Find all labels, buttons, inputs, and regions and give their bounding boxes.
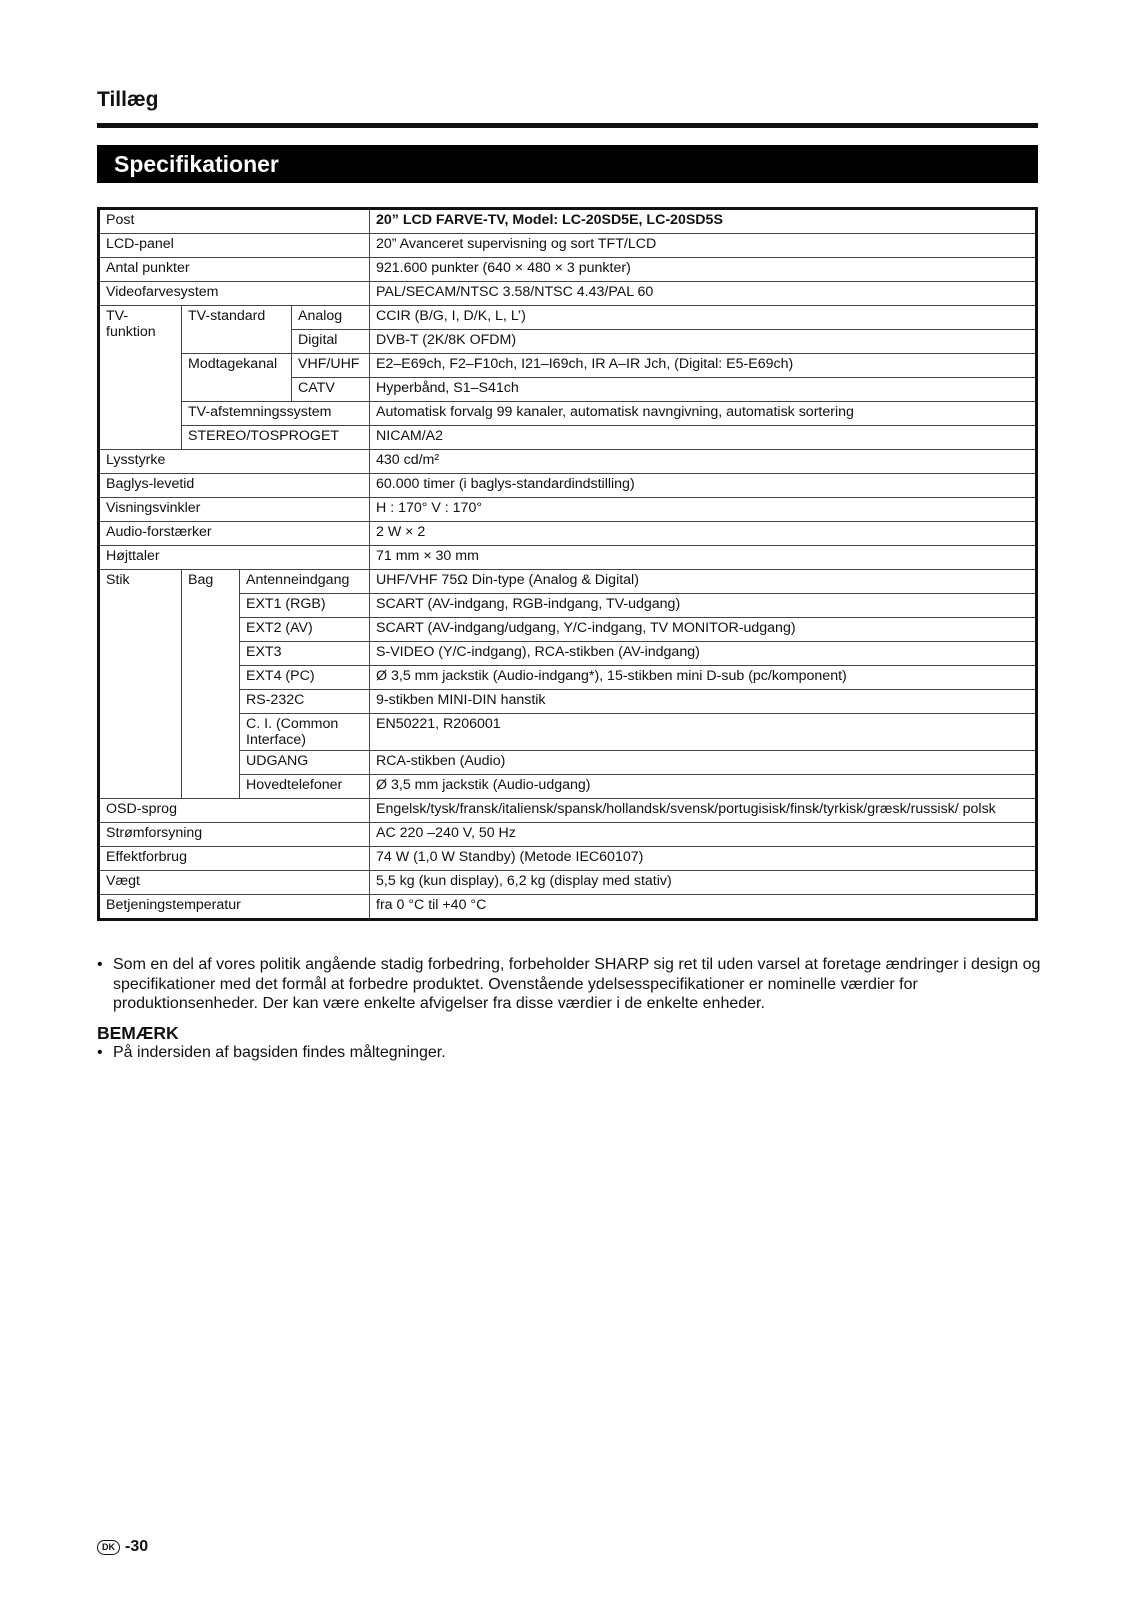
table-row: [99, 751, 1037, 775]
page-footer: [97, 1538, 148, 1556]
row-value: H : 170° V : 170°: [370, 498, 1037, 522]
row-value: 74 W (1,0 W Standby) (Metode IEC60107): [370, 847, 1037, 871]
table-row: [99, 234, 1037, 258]
catv-value: Hyperbånd, S1–S41ch: [370, 378, 1037, 402]
rear-label: Bag: [182, 570, 240, 799]
stereo-label: STEREO/TOSPROGET: [182, 426, 370, 450]
bullet-icon: •: [97, 956, 103, 973]
table-row: [99, 666, 1037, 690]
row-label: Antal punkter: [99, 258, 370, 282]
section-label: Tillæg: [97, 88, 159, 111]
page-number: -30: [125, 1538, 149, 1555]
table-row: [99, 799, 1037, 823]
table-row: [99, 306, 1037, 330]
row-value: fra 0 °C til +40 °C: [370, 895, 1037, 920]
row-label: Baglys-levetid: [99, 474, 370, 498]
table-row: [99, 871, 1037, 895]
vhf-value: E2–E69ch, F2–F10ch, I21–I69ch, IR A–IR Jch, (Digital: E5-E69ch): [370, 354, 1037, 378]
analog-label: Analog: [292, 306, 370, 330]
table-row: [99, 714, 1037, 751]
row-label: OSD-sprog: [99, 799, 370, 823]
tv-function-label: TV-funktion: [99, 306, 182, 450]
terminal-label: Hovedtelefoner: [240, 775, 370, 799]
section-rule: [97, 123, 1038, 128]
row-value: 71 mm × 30 mm: [370, 546, 1037, 570]
table-row: [99, 209, 1037, 234]
row-label: Effektforbrug: [99, 847, 370, 871]
table-row: [99, 498, 1037, 522]
list-item: [97, 1043, 1042, 1063]
tuning-value: Automatisk forvalg 99 kanaler, automatisk navngivning, automatisk sortering: [370, 402, 1037, 426]
terminal-value: S-VIDEO (Y/C-indgang), RCA-stikben (AV-indgang): [370, 642, 1037, 666]
table-row: [99, 847, 1037, 871]
row-value: 430 cd/m²: [370, 450, 1037, 474]
bullet-icon: •: [97, 1044, 103, 1061]
notes: [97, 955, 1042, 1063]
table-row: [99, 775, 1037, 799]
table-row: [99, 823, 1037, 847]
terminal-value: UHF/VHF 75Ω Din-type (Analog & Digital): [370, 570, 1037, 594]
tv-standard-label: TV-standard: [182, 306, 292, 354]
digital-value: DVB-T (2K/8K OFDM): [370, 330, 1037, 354]
analog-value: CCIR (B/G, I, D/K, L, L’): [370, 306, 1037, 330]
row-label: Videofarvesystem: [99, 282, 370, 306]
terminal-label: EXT4 (PC): [240, 666, 370, 690]
terminal-label: RS-232C: [240, 690, 370, 714]
row-value: 60.000 timer (i baglys-standardindstilling): [370, 474, 1037, 498]
table-row: [99, 642, 1037, 666]
terminal-label: EXT1 (RGB): [240, 594, 370, 618]
dk-badge-icon: DK: [97, 1540, 120, 1555]
row-label: Visningsvinkler: [99, 498, 370, 522]
terminal-value: Ø 3,5 mm jackstik (Audio-udgang): [370, 775, 1037, 799]
remark-text: På indersiden af bagsiden findes måltegninger.: [113, 1044, 446, 1061]
table-row: [99, 354, 1037, 378]
note-text: Som en del af vores politik angående stadig forbedring, forbeholder SHARP sig ret til uden varsel at foretage ændringer i design og specifikationer med det formål at forbedre produktet. Ovenstående ydelsesspecifikationer er nominelle værdier for produktionsenheder. Der kan være enkelte afvigelser fra disse værdier i de enkelte enheder.: [113, 956, 1041, 1012]
terminal-label: Antenneindgang: [240, 570, 370, 594]
terminals-label: Stik: [99, 570, 182, 799]
row-value: 20” LCD FARVE-TV, Model: LC-20SD5E, LC-20SD5S: [370, 209, 1037, 234]
catv-label: CATV: [292, 378, 370, 402]
row-value: 20” Avanceret supervisning og sort TFT/LCD: [370, 234, 1037, 258]
terminal-label: UDGANG: [240, 751, 370, 775]
stereo-value: NICAM/A2: [370, 426, 1037, 450]
table-row: [99, 618, 1037, 642]
table-row: [99, 522, 1037, 546]
table-row: [99, 690, 1037, 714]
digital-label: Digital: [292, 330, 370, 354]
table-row: [99, 258, 1037, 282]
row-label: Højttaler: [99, 546, 370, 570]
terminal-label: EXT2 (AV): [240, 618, 370, 642]
table-row: [99, 426, 1037, 450]
terminal-value: 9-stikben MINI-DIN hanstik: [370, 690, 1037, 714]
receiving-channel-label: Modtagekanal: [182, 354, 292, 402]
terminal-value: Ø 3,5 mm jackstik (Audio-indgang*), 15-stikben mini D-sub (pc/komponent): [370, 666, 1037, 690]
row-label: Vægt: [99, 871, 370, 895]
row-value: 2 W × 2: [370, 522, 1037, 546]
table-row: [99, 570, 1037, 594]
list-item: [97, 955, 1042, 1014]
table-row: [99, 895, 1037, 920]
page-title: Specifikationer: [97, 145, 1038, 183]
table-row: [99, 546, 1037, 570]
row-value: 5,5 kg (kun display), 6,2 kg (display med stativ): [370, 871, 1037, 895]
spec-table: [97, 207, 1038, 921]
terminal-value: SCART (AV-indgang, RGB-indgang, TV-udgang): [370, 594, 1037, 618]
table-row: [99, 594, 1037, 618]
tuning-label: TV-afstemningssystem: [182, 402, 370, 426]
row-label: Strømforsyning: [99, 823, 370, 847]
terminal-value: EN50221, R206001: [370, 714, 1037, 751]
table-row: [99, 282, 1037, 306]
terminal-value: RCA-stikben (Audio): [370, 751, 1037, 775]
row-label: LCD-panel: [99, 234, 370, 258]
row-label: Audio-forstærker: [99, 522, 370, 546]
row-value: 921.600 punkter (640 × 480 × 3 punkter): [370, 258, 1037, 282]
row-value: PAL/SECAM/NTSC 3.58/NTSC 4.43/PAL 60: [370, 282, 1037, 306]
row-label: Post: [99, 209, 370, 234]
row-label: Lysstyrke: [99, 450, 370, 474]
remark-heading: BEMÆRK: [97, 1022, 179, 1043]
table-row: [99, 474, 1037, 498]
row-value: Engelsk/tysk/fransk/italiensk/spansk/hollandsk/svensk/portugisisk/finsk/tyrkisk/græsk/russisk/ polsk: [370, 799, 1037, 823]
table-row: [99, 402, 1037, 426]
row-value: AC 220 –240 V, 50 Hz: [370, 823, 1037, 847]
terminal-label: EXT3: [240, 642, 370, 666]
vhf-label: VHF/UHF: [292, 354, 370, 378]
terminal-value: SCART (AV-indgang/udgang, Y/C-indgang, TV MONITOR-udgang): [370, 618, 1037, 642]
row-label: Betjeningstemperatur: [99, 895, 370, 920]
table-row: [99, 450, 1037, 474]
terminal-label: C. I. (Common Interface): [240, 714, 370, 751]
